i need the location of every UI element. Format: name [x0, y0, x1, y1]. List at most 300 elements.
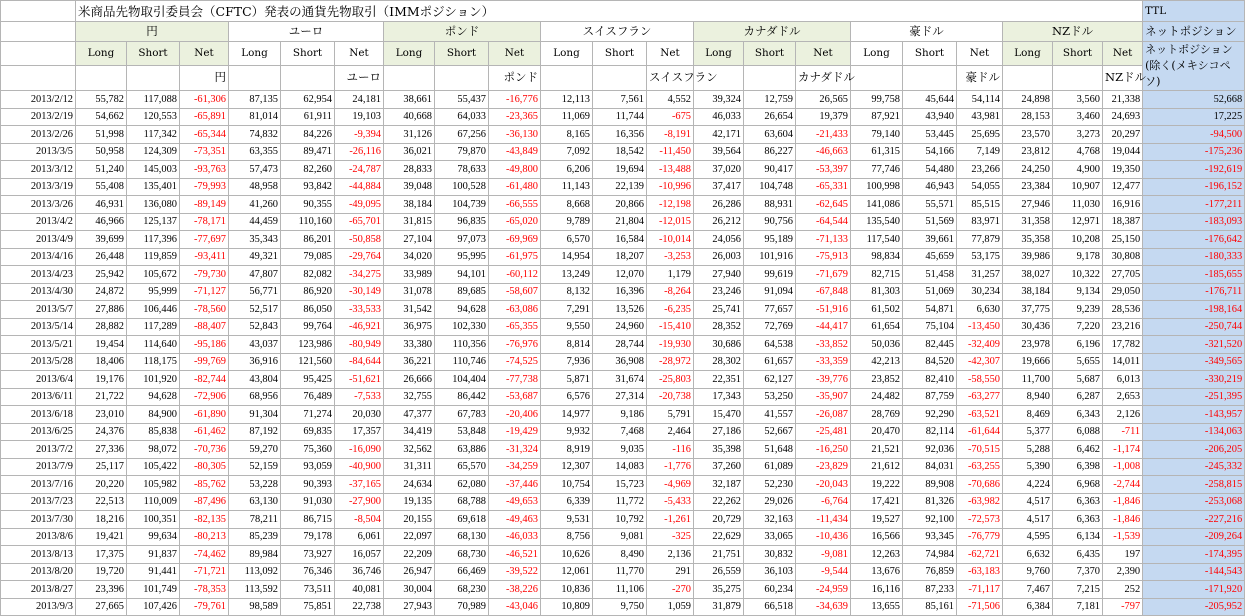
value-cell[interactable]: 62,127	[744, 371, 796, 389]
net-label[interactable]: ユーロ	[335, 65, 384, 90]
value-cell[interactable]: -39,522	[489, 563, 541, 581]
value-cell[interactable]: -67,848	[796, 283, 851, 301]
value-cell[interactable]: 99,758	[851, 91, 903, 109]
value-cell[interactable]: 89,471	[281, 143, 335, 161]
value-cell[interactable]: 9,531	[541, 511, 593, 529]
value-cell[interactable]: -70,686	[957, 476, 1003, 494]
value-cell[interactable]: 9,932	[541, 423, 593, 441]
value-cell[interactable]: 22,262	[694, 493, 744, 511]
value-cell[interactable]: 19,176	[76, 371, 127, 389]
value-cell[interactable]: 98,589	[229, 598, 281, 616]
value-cell[interactable]: 85,838	[127, 423, 180, 441]
value-cell[interactable]: 21,338	[1103, 91, 1143, 109]
value-cell[interactable]: 81,014	[229, 108, 281, 126]
value-cell[interactable]: 68,788	[435, 493, 489, 511]
value-cell[interactable]: 22,738	[335, 598, 384, 616]
value-cell[interactable]: -251,395	[1143, 388, 1245, 406]
value-cell[interactable]: 102,330	[435, 318, 489, 336]
value-cell[interactable]: 28,153	[1003, 108, 1053, 126]
value-cell[interactable]: 15,723	[593, 476, 647, 494]
value-cell[interactable]: -71,721	[180, 563, 229, 581]
value-cell[interactable]: 55,782	[76, 91, 127, 109]
value-cell[interactable]: -53,397	[796, 161, 851, 179]
value-cell[interactable]: 19,421	[76, 528, 127, 546]
value-cell[interactable]: 101,916	[744, 248, 796, 266]
value-cell[interactable]: -1,846	[1103, 511, 1143, 529]
value-cell[interactable]: 35,275	[694, 581, 744, 599]
value-cell[interactable]: -43,046	[489, 598, 541, 616]
value-cell[interactable]: 36,221	[384, 353, 435, 371]
date-cell[interactable]: 2013/5/28	[1, 353, 76, 371]
value-cell[interactable]: 77,746	[851, 161, 903, 179]
blank-header-cell[interactable]	[1, 42, 76, 66]
currency-header[interactable]: NZドル	[1003, 22, 1143, 42]
value-cell[interactable]: -77,697	[180, 231, 229, 249]
value-cell[interactable]: -206,205	[1143, 441, 1245, 459]
value-cell[interactable]: 27,336	[76, 441, 127, 459]
value-cell[interactable]: 13,249	[541, 266, 593, 284]
value-cell[interactable]: 24,376	[76, 423, 127, 441]
value-cell[interactable]: 39,699	[76, 231, 127, 249]
value-cell[interactable]: -65,331	[796, 178, 851, 196]
value-cell[interactable]: 74,984	[903, 546, 957, 564]
value-cell[interactable]: -10,996	[647, 178, 694, 196]
value-cell[interactable]: 12,759	[744, 91, 796, 109]
value-cell[interactable]: 92,036	[903, 441, 957, 459]
value-cell[interactable]: -58,607	[489, 283, 541, 301]
value-cell[interactable]: -10,014	[647, 231, 694, 249]
value-cell[interactable]: 33,989	[384, 266, 435, 284]
value-cell[interactable]: 28,769	[851, 406, 903, 424]
value-cell[interactable]: 117,396	[127, 231, 180, 249]
blank-cell[interactable]	[541, 65, 593, 90]
value-cell[interactable]: 90,355	[281, 196, 335, 214]
col-header-net[interactable]: Net	[180, 42, 229, 66]
value-cell[interactable]: 9,178	[1053, 248, 1103, 266]
value-cell[interactable]: 9,035	[593, 441, 647, 459]
value-cell[interactable]: 94,101	[435, 266, 489, 284]
value-cell[interactable]: 35,358	[1003, 231, 1053, 249]
col-header-short[interactable]: Short	[1053, 42, 1103, 66]
value-cell[interactable]: -19,429	[489, 423, 541, 441]
value-cell[interactable]: 54,871	[903, 301, 957, 319]
value-cell[interactable]: -270	[647, 581, 694, 599]
value-cell[interactable]: 26,448	[76, 248, 127, 266]
date-cell[interactable]: 2013/2/19	[1, 108, 76, 126]
value-cell[interactable]: 19,103	[335, 108, 384, 126]
value-cell[interactable]: -75,913	[796, 248, 851, 266]
value-cell[interactable]: -49,095	[335, 196, 384, 214]
value-cell[interactable]: 31,542	[384, 301, 435, 319]
col-header-short[interactable]: Short	[903, 42, 957, 66]
value-cell[interactable]: -63,255	[957, 458, 1003, 476]
value-cell[interactable]: 9,239	[1053, 301, 1103, 319]
value-cell[interactable]: 82,445	[903, 336, 957, 354]
value-cell[interactable]: 135,540	[851, 213, 903, 231]
value-cell[interactable]: 25,741	[694, 301, 744, 319]
value-cell[interactable]: 43,037	[229, 336, 281, 354]
value-cell[interactable]: -196,152	[1143, 178, 1245, 196]
value-cell[interactable]: 19,454	[76, 336, 127, 354]
value-cell[interactable]: 75,104	[903, 318, 957, 336]
value-cell[interactable]: 35,398	[694, 441, 744, 459]
value-cell[interactable]: 86,050	[281, 301, 335, 319]
date-cell[interactable]: 2013/7/2	[1, 441, 76, 459]
value-cell[interactable]: 51,648	[744, 441, 796, 459]
value-cell[interactable]: 7,467	[1003, 581, 1053, 599]
value-cell[interactable]: 113,092	[229, 563, 281, 581]
net-label[interactable]: ポンド	[489, 65, 541, 90]
date-cell[interactable]: 2013/3/26	[1, 196, 76, 214]
value-cell[interactable]: 72,769	[744, 318, 796, 336]
value-cell[interactable]: 100,351	[127, 511, 180, 529]
value-cell[interactable]: 36,021	[384, 143, 435, 161]
value-cell[interactable]: 25,695	[957, 126, 1003, 144]
value-cell[interactable]: 7,220	[1053, 318, 1103, 336]
value-cell[interactable]: -66,555	[489, 196, 541, 214]
value-cell[interactable]: 2,390	[1103, 563, 1143, 581]
col-header-long[interactable]: Long	[384, 42, 435, 66]
value-cell[interactable]: 31,358	[1003, 213, 1053, 231]
value-cell[interactable]: -76,779	[957, 528, 1003, 546]
value-cell[interactable]: -4,969	[647, 476, 694, 494]
value-cell[interactable]: -79,730	[180, 266, 229, 284]
value-cell[interactable]: 32,187	[694, 476, 744, 494]
value-cell[interactable]: -20,738	[647, 388, 694, 406]
value-cell[interactable]: 7,149	[957, 143, 1003, 161]
value-cell[interactable]: 10,322	[1053, 266, 1103, 284]
col-header-long[interactable]: Long	[229, 42, 281, 66]
value-cell[interactable]: -227,216	[1143, 511, 1245, 529]
value-cell[interactable]: -180,333	[1143, 248, 1245, 266]
currency-header[interactable]: カナダドル	[694, 22, 851, 42]
value-cell[interactable]: 13,655	[851, 598, 903, 616]
value-cell[interactable]: 47,807	[229, 266, 281, 284]
value-cell[interactable]: -349,565	[1143, 353, 1245, 371]
value-cell[interactable]: 52,668	[1143, 91, 1245, 109]
value-cell[interactable]: 5,655	[1053, 353, 1103, 371]
value-cell[interactable]: 46,033	[694, 108, 744, 126]
value-cell[interactable]: -15,410	[647, 318, 694, 336]
value-cell[interactable]: -80,949	[335, 336, 384, 354]
value-cell[interactable]: -80,305	[180, 458, 229, 476]
value-cell[interactable]: 96,835	[435, 213, 489, 231]
value-cell[interactable]: 65,570	[435, 458, 489, 476]
value-cell[interactable]: 52,517	[229, 301, 281, 319]
value-cell[interactable]: -63,277	[957, 388, 1003, 406]
value-cell[interactable]: 117,342	[127, 126, 180, 144]
value-cell[interactable]: 76,489	[281, 388, 335, 406]
value-cell[interactable]: 82,114	[903, 423, 957, 441]
blank-cell[interactable]	[384, 65, 435, 90]
value-cell[interactable]: 19,135	[384, 493, 435, 511]
value-cell[interactable]: 22,209	[384, 546, 435, 564]
value-cell[interactable]: -63,521	[957, 406, 1003, 424]
value-cell[interactable]: -73,351	[180, 143, 229, 161]
value-cell[interactable]: 45,659	[903, 248, 957, 266]
value-cell[interactable]: 20,470	[851, 423, 903, 441]
date-cell[interactable]: 2013/2/12	[1, 91, 76, 109]
sheet-title[interactable]: 米商品先物取引委員会（CFTC）発表の通貨先物取引（IMMポジション）	[76, 1, 1143, 22]
value-cell[interactable]: -171,920	[1143, 581, 1245, 599]
value-cell[interactable]: -93,411	[180, 248, 229, 266]
value-cell[interactable]: 21,804	[593, 213, 647, 231]
value-cell[interactable]: 10,792	[593, 511, 647, 529]
value-cell[interactable]: 117,088	[127, 91, 180, 109]
net-label[interactable]: 豪ドル	[957, 65, 1003, 90]
value-cell[interactable]: 19,350	[1103, 161, 1143, 179]
value-cell[interactable]: 78,211	[229, 511, 281, 529]
value-cell[interactable]: -72,573	[957, 511, 1003, 529]
col-header-long[interactable]: Long	[541, 42, 593, 66]
date-cell[interactable]: 2013/7/16	[1, 476, 76, 494]
value-cell[interactable]: 252	[1103, 581, 1143, 599]
date-cell[interactable]: 2013/6/4	[1, 371, 76, 389]
value-cell[interactable]: 6,363	[1053, 511, 1103, 529]
value-cell[interactable]: 291	[647, 563, 694, 581]
value-cell[interactable]: 32,562	[384, 441, 435, 459]
value-cell[interactable]: 91,030	[281, 493, 335, 511]
value-cell[interactable]: 5,791	[647, 406, 694, 424]
value-cell[interactable]: -63,086	[489, 301, 541, 319]
value-cell[interactable]: -78,560	[180, 301, 229, 319]
value-cell[interactable]: 89,685	[435, 283, 489, 301]
value-cell[interactable]: -61,480	[489, 178, 541, 196]
value-cell[interactable]: -63,183	[957, 563, 1003, 581]
value-cell[interactable]: -44,417	[796, 318, 851, 336]
value-cell[interactable]: 81,326	[903, 493, 957, 511]
value-cell[interactable]: 136,080	[127, 196, 180, 214]
value-cell[interactable]: 43,804	[229, 371, 281, 389]
value-cell[interactable]: -95,186	[180, 336, 229, 354]
value-cell[interactable]: 41,260	[229, 196, 281, 214]
value-cell[interactable]: 124,309	[127, 143, 180, 161]
value-cell[interactable]: -245,332	[1143, 458, 1245, 476]
col-header-net[interactable]: Net	[796, 42, 851, 66]
value-cell[interactable]: 50,036	[851, 336, 903, 354]
value-cell[interactable]: 85,515	[957, 196, 1003, 214]
value-cell[interactable]: -49,463	[489, 511, 541, 529]
value-cell[interactable]: 53,848	[435, 423, 489, 441]
value-cell[interactable]: 119,859	[127, 248, 180, 266]
value-cell[interactable]: 79,870	[435, 143, 489, 161]
value-cell[interactable]: 30,234	[957, 283, 1003, 301]
value-cell[interactable]: 117,540	[851, 231, 903, 249]
value-cell[interactable]: 24,181	[335, 91, 384, 109]
value-cell[interactable]: 25,117	[76, 458, 127, 476]
value-cell[interactable]: 94,628	[127, 388, 180, 406]
currency-header[interactable]: 円	[76, 22, 229, 42]
value-cell[interactable]: -49,800	[489, 161, 541, 179]
col-header-short[interactable]: Short	[435, 42, 489, 66]
value-cell[interactable]: 63,130	[229, 493, 281, 511]
date-cell[interactable]: 2013/3/5	[1, 143, 76, 161]
value-cell[interactable]: 107,426	[127, 598, 180, 616]
value-cell[interactable]: 26,947	[384, 563, 435, 581]
value-cell[interactable]: 10,626	[541, 546, 593, 564]
value-cell[interactable]: 125,137	[127, 213, 180, 231]
value-cell[interactable]: 6,013	[1103, 371, 1143, 389]
col-header-net[interactable]: Net	[1103, 42, 1143, 66]
value-cell[interactable]: 20,030	[335, 406, 384, 424]
value-cell[interactable]: 104,404	[435, 371, 489, 389]
value-cell[interactable]: 28,302	[694, 353, 744, 371]
value-cell[interactable]: 21,521	[851, 441, 903, 459]
value-cell[interactable]: -58,550	[957, 371, 1003, 389]
value-cell[interactable]: -34,275	[335, 266, 384, 284]
value-cell[interactable]: 91,441	[127, 563, 180, 581]
value-cell[interactable]: 6,061	[335, 528, 384, 546]
value-cell[interactable]: 77,879	[957, 231, 1003, 249]
value-cell[interactable]: 34,419	[384, 423, 435, 441]
value-cell[interactable]: 98,072	[127, 441, 180, 459]
value-cell[interactable]: -42,307	[957, 353, 1003, 371]
value-cell[interactable]: 94,628	[435, 301, 489, 319]
value-cell[interactable]: 26,559	[694, 563, 744, 581]
value-cell[interactable]: 22,351	[694, 371, 744, 389]
value-cell[interactable]: 101,920	[127, 371, 180, 389]
value-cell[interactable]: 17,375	[76, 546, 127, 564]
value-cell[interactable]: -84,644	[335, 353, 384, 371]
value-cell[interactable]: 16,057	[335, 546, 384, 564]
value-cell[interactable]: -12,015	[647, 213, 694, 231]
blank-cell[interactable]	[903, 65, 957, 90]
value-cell[interactable]: 21,751	[694, 546, 744, 564]
value-cell[interactable]: 92,100	[903, 511, 957, 529]
value-cell[interactable]: 105,982	[127, 476, 180, 494]
value-cell[interactable]: -70,736	[180, 441, 229, 459]
value-cell[interactable]: 9,760	[1003, 563, 1053, 581]
value-cell[interactable]: 20,729	[694, 511, 744, 529]
value-cell[interactable]: 26,666	[384, 371, 435, 389]
value-cell[interactable]: -12,198	[647, 196, 694, 214]
date-cell[interactable]: 2013/8/6	[1, 528, 76, 546]
value-cell[interactable]: 89,984	[229, 546, 281, 564]
value-cell[interactable]: 23,010	[76, 406, 127, 424]
value-cell[interactable]: 84,031	[903, 458, 957, 476]
value-cell[interactable]: -205,952	[1143, 598, 1245, 616]
value-cell[interactable]: 55,437	[435, 91, 489, 109]
value-cell[interactable]: 69,835	[281, 423, 335, 441]
value-cell[interactable]: -198,164	[1143, 301, 1245, 319]
value-cell[interactable]: -93,763	[180, 161, 229, 179]
col-header-long[interactable]: Long	[76, 42, 127, 66]
date-cell[interactable]: 2013/9/3	[1, 598, 76, 616]
value-cell[interactable]: 19,379	[796, 108, 851, 126]
value-cell[interactable]: 37,417	[694, 178, 744, 196]
value-cell[interactable]: 6,632	[1003, 546, 1053, 564]
value-cell[interactable]: 83,971	[957, 213, 1003, 231]
value-cell[interactable]: 84,900	[127, 406, 180, 424]
value-cell[interactable]: 18,207	[593, 248, 647, 266]
date-cell[interactable]: 2013/7/23	[1, 493, 76, 511]
value-cell[interactable]: 9,186	[593, 406, 647, 424]
value-cell[interactable]: -89,149	[180, 196, 229, 214]
value-cell[interactable]: 43,981	[957, 108, 1003, 126]
value-cell[interactable]: 14,011	[1103, 353, 1143, 371]
date-cell[interactable]: 2013/3/12	[1, 161, 76, 179]
value-cell[interactable]: 24,898	[1003, 91, 1053, 109]
value-cell[interactable]: -37,165	[335, 476, 384, 494]
value-cell[interactable]: -176,711	[1143, 283, 1245, 301]
value-cell[interactable]: -65,891	[180, 108, 229, 126]
value-cell[interactable]: 6,968	[1053, 476, 1103, 494]
net-label[interactable]: 円	[180, 65, 229, 90]
value-cell[interactable]: 57,473	[229, 161, 281, 179]
value-cell[interactable]: 30,808	[1103, 248, 1143, 266]
value-cell[interactable]: 38,661	[384, 91, 435, 109]
value-cell[interactable]: -74,462	[180, 546, 229, 564]
value-cell[interactable]: 9,081	[593, 528, 647, 546]
value-cell[interactable]: 8,919	[541, 441, 593, 459]
value-cell[interactable]: 39,661	[903, 231, 957, 249]
value-cell[interactable]: 99,619	[744, 266, 796, 284]
value-cell[interactable]: 6,363	[1053, 493, 1103, 511]
value-cell[interactable]: 41,557	[744, 406, 796, 424]
value-cell[interactable]: -27,900	[335, 493, 384, 511]
value-cell[interactable]: -325	[647, 528, 694, 546]
value-cell[interactable]: -79,761	[180, 598, 229, 616]
value-cell[interactable]: 23,852	[851, 371, 903, 389]
value-cell[interactable]: 90,756	[744, 213, 796, 231]
date-header-cell[interactable]	[1, 22, 76, 42]
value-cell[interactable]: 8,132	[541, 283, 593, 301]
value-cell[interactable]: 66,469	[435, 563, 489, 581]
value-cell[interactable]: 14,954	[541, 248, 593, 266]
blank-cell[interactable]	[744, 65, 796, 90]
value-cell[interactable]: 2,136	[647, 546, 694, 564]
value-cell[interactable]: 51,069	[903, 283, 957, 301]
value-cell[interactable]: 51,458	[903, 266, 957, 284]
value-cell[interactable]: -134,063	[1143, 423, 1245, 441]
value-cell[interactable]: 69,618	[435, 511, 489, 529]
value-cell[interactable]: 18,387	[1103, 213, 1143, 231]
value-cell[interactable]: -175,236	[1143, 143, 1245, 161]
value-cell[interactable]: 52,843	[229, 318, 281, 336]
ttl-label[interactable]: TTL	[1143, 1, 1245, 22]
value-cell[interactable]: 30,436	[1003, 318, 1053, 336]
value-cell[interactable]: 27,946	[1003, 196, 1053, 214]
value-cell[interactable]: -19,930	[647, 336, 694, 354]
value-cell[interactable]: 91,094	[744, 283, 796, 301]
value-cell[interactable]: -82,135	[180, 511, 229, 529]
value-cell[interactable]: -31,324	[489, 441, 541, 459]
value-cell[interactable]: 16,116	[851, 581, 903, 599]
value-cell[interactable]: -20,406	[489, 406, 541, 424]
value-cell[interactable]: -29,764	[335, 248, 384, 266]
value-cell[interactable]: 40,081	[335, 581, 384, 599]
value-cell[interactable]: 73,511	[281, 581, 335, 599]
value-cell[interactable]: -675	[647, 108, 694, 126]
value-cell[interactable]: 6,196	[1053, 336, 1103, 354]
value-cell[interactable]: 22,139	[593, 178, 647, 196]
value-cell[interactable]: -35,907	[796, 388, 851, 406]
value-cell[interactable]: -37,446	[489, 476, 541, 494]
value-cell[interactable]: 38,184	[384, 196, 435, 214]
value-cell[interactable]: 8,165	[541, 126, 593, 144]
value-cell[interactable]: 105,422	[127, 458, 180, 476]
value-cell[interactable]: 12,070	[593, 266, 647, 284]
value-cell[interactable]: 54,055	[957, 178, 1003, 196]
value-cell[interactable]: 63,886	[435, 441, 489, 459]
value-cell[interactable]: -94,500	[1143, 126, 1245, 144]
value-cell[interactable]: 70,989	[435, 598, 489, 616]
value-cell[interactable]: 91,304	[229, 406, 281, 424]
value-cell[interactable]: -34,639	[796, 598, 851, 616]
value-cell[interactable]: 10,754	[541, 476, 593, 494]
value-cell[interactable]: 76,346	[281, 563, 335, 581]
value-cell[interactable]: -13,488	[647, 161, 694, 179]
